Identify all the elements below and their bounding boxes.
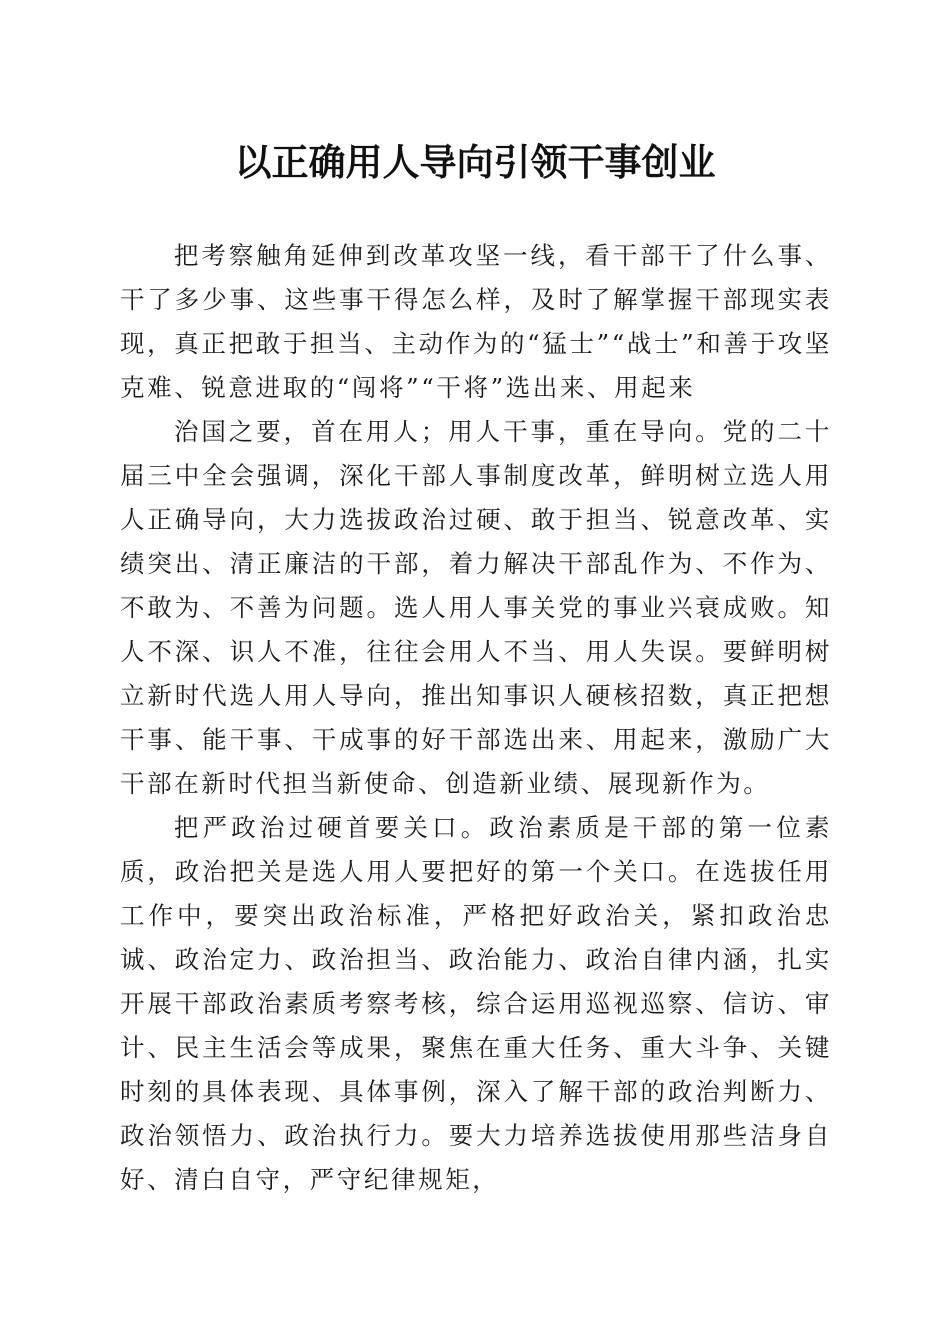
document-title: 以正确用人导向引领干事创业 (234, 140, 716, 184)
document-body (120, 234, 832, 1202)
paragraph-2: 治国之要，首在用人；用人干事，重在导向。党的二十届三中全会强调，深化干部人事制度改革，鲜明树立选人用人正确导向，大力选拔政治过硬、敢于担当、锐意改革、实绩突出、清正廉洁的干部，着力解决干部乱作为、不作为、不敢为、不善为问题。选人用人事关党的事业兴衰成败。知人不深、识人不准，往往会用人不当、用人失误。要鲜明树立新时代选人用人导向，推出知事识人硬核招数，真正把想干事、能干事、干成事的好干部选出来、用起来，激励广大干部在新时代担当新使命、创造新业绩、展现新作为。 (120, 417, 832, 798)
paragraph-3: 把严政治过硬首要关口。政治素质是干部的第一位素质，政治把关是选人用人要把好的第一个关口。在选拔任用工作中，要突出政治标准，严格把好政治关，紧扣政治忠诚、政治定力、政治担当、政治能力、政治自律内涵，扎实开展干部政治素质考察考核，综合运用巡视巡察、信访、审计、民主生活会等成果，聚焦在重大任务、重大斗争、关键时刻的具体表现、具体事例，深入了解干部的政治判断力、政治领悟力、政治执行力。要大力培养选拔使用那些洁身自好、清白自守，严守纪律规矩， (120, 813, 832, 1194)
paragraph-1: 把考察触角延伸到改革攻坚一线，看干部干了什么事、干了多少事、这些事干得怎么样，及时了解掌握干部现实表现，真正把敢于担当、主动作为的“猛士”“战士”和善于攻坚克难、锐意进取的“闯将”“干将”选出来、用起来 (120, 241, 832, 402)
